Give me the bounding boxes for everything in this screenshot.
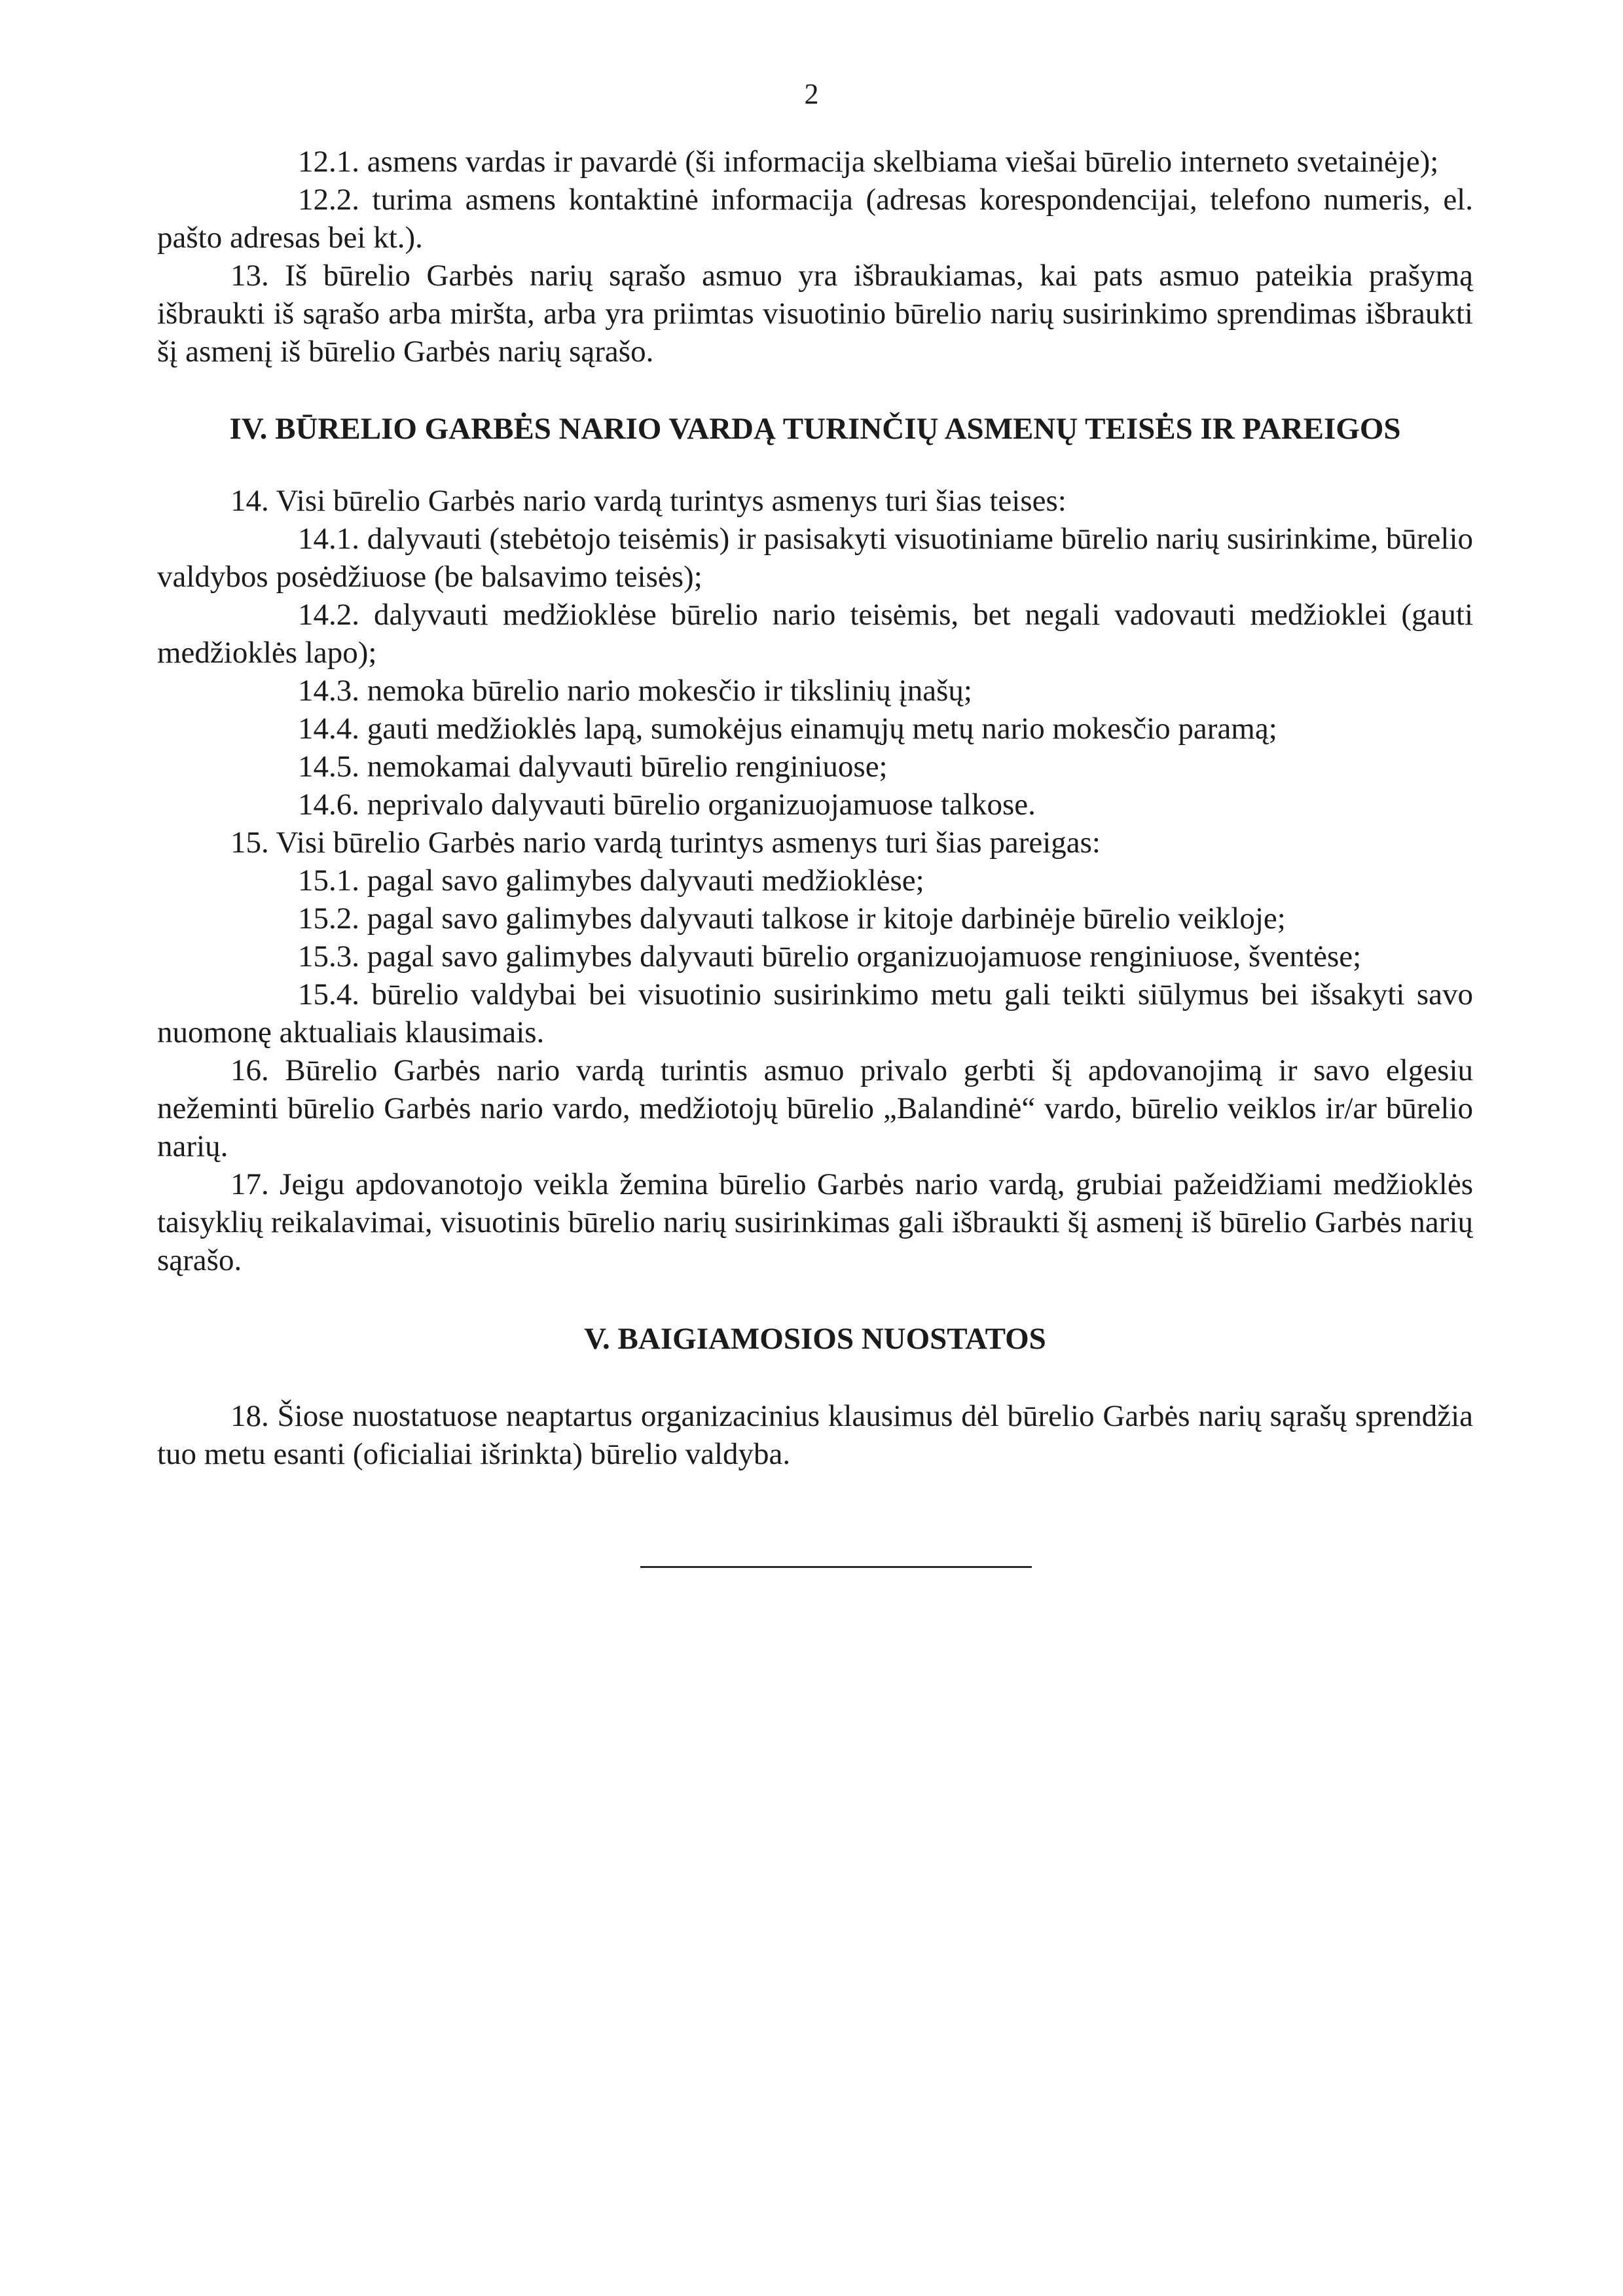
section-iv-heading: IV. BŪRELIO GARBĖS NARIO VARDĄ TURINČIŲ ASMENŲ TEISĖS IR PAREIGOS (229, 412, 1401, 446)
closing-rule (640, 1566, 1032, 1568)
paragraph-14-1: 14.1. dalyvauti (stebėtojo teisėmis) ir pasisakyti visuotiniame būrelio narių susirinkime, būrelio valdybos posėdžiuose (be balsavimo teisės); (157, 522, 1473, 594)
paragraph-12-1: 12.1. asmens vardas ir pavardė (ši informacija skelbiama viešai būrelio interneto svetainėje); (298, 145, 1439, 179)
paragraph-14-2: 14.2. dalyvauti medžioklėse būrelio nario teisėmis, bet negali vadovauti medžioklei (gauti medžioklės lapo); (157, 598, 1473, 670)
paragraph-14-3: 14.3. nemoka būrelio nario mokesčio ir tikslinių įnašų; (298, 674, 972, 708)
paragraph-13: 13. Iš būrelio Garbės narių sąrašo asmuo yra išbraukiamas, kai pats asmuo pateikia prašymą išbraukti iš sąrašo arba miršta, arba yra priimtas visuotinio būrelio narių susirinkimo sprendimas išbraukti šį asmenį iš būrelio Garbės narių sąrašo. (157, 259, 1473, 369)
paragraph-14: 14. Visi būrelio Garbės nario vardą turintys asmenys turi šias teises: (230, 484, 1067, 518)
paragraph-15-2: 15.2. pagal savo galimybes dalyvauti talkose ir kitoje darbinėje būrelio veikloje; (298, 902, 1286, 936)
document-body (157, 143, 1473, 1473)
paragraph-12-2: 12.2. turima asmens kontaktinė informacija (adresas korespondencijai, telefono numeris, el. pašto adresas bei kt.). (157, 183, 1473, 255)
page-number: 2 (804, 78, 819, 110)
paragraph-15: 15. Visi būrelio Garbės nario vardą turintys asmenys turi šias pareigas: (230, 826, 1101, 860)
paragraph-17: 17. Jeigu apdovanotojo veikla žemina būrelio Garbės nario vardą, grubiai pažeidžiami medžioklės taisyklių reikalavimai, visuotinis būrelio narių susirinkimas gali išbraukti šį asmenį iš būrelio Garbės narių sąrašo. (157, 1167, 1473, 1277)
paragraph-16: 16. Būrelio Garbės nario vardą turintis asmuo privalo gerbti šį apdovanojimą ir savo elgesiu nežeminti būrelio Garbės nario vardo, medžiotojų būrelio „Balandinė“ vardo, būrelio veiklos ir/ar būrelio narių. (157, 1053, 1473, 1163)
paragraph-15-3: 15.3. pagal savo galimybes dalyvauti būrelio organizuojamuose renginiuose, šventėse; (298, 939, 1362, 974)
paragraph-14-4: 14.4. gauti medžioklės lapą, sumokėjus einamųjų metų nario mokesčio paramą; (298, 712, 1277, 746)
paragraph-15-1: 15.1. pagal savo galimybes dalyvauti medžioklėse; (298, 864, 924, 898)
paragraph-14-6: 14.6. neprivalo dalyvauti būrelio organizuojamuose talkose. (298, 788, 1036, 822)
paragraph-14-5: 14.5. nemokamai dalyvauti būrelio renginiuose; (298, 750, 888, 784)
section-v-heading: V. BAIGIAMOSIOS NUOSTATOS (584, 1322, 1046, 1356)
paragraph-18: 18. Šiose nuostatuose neaptartus organizacinius klausimus dėl būrelio Garbės narių sąrašų sprendžia tuo metu esanti (oficialiai išrinkta) būrelio valdyba. (157, 1399, 1473, 1471)
paragraph-15-4: 15.4. būrelio valdybai bei visuotinio susirinkimo metu gali teikti siūlymus bei išsakyti savo nuomonę aktualiais klausimais. (157, 977, 1473, 1049)
